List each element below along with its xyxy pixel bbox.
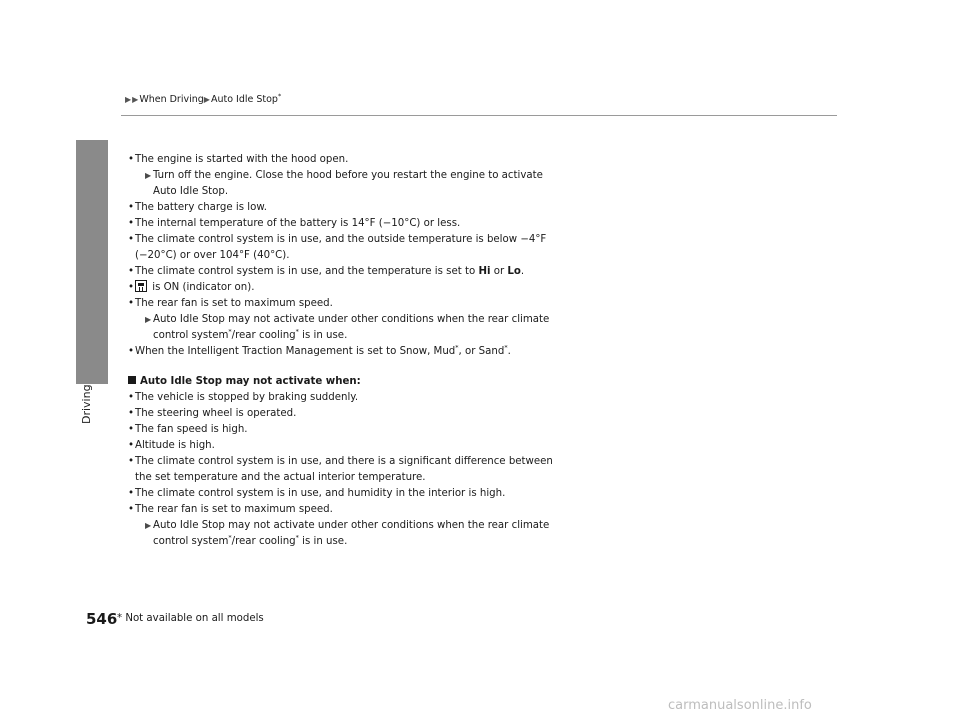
arrow-icon: ▶ xyxy=(145,315,152,324)
section-heading: Auto Idle Stop may not activate when: xyxy=(128,374,568,390)
list-item: • The climate control system is in use, and there is a significant difference between xyxy=(128,456,553,467)
list-item: • The rear fan is set to maximum speed. xyxy=(128,504,333,515)
footnote: * Not available on all models xyxy=(117,613,264,624)
list-item: • The climate control system is in use, and humidity in the interior is high. xyxy=(128,488,506,499)
sub-item: ▶ Auto Idle Stop may not activate under other conditions when the rear climate xyxy=(135,518,575,534)
list-item: • The climate control system is in use, and the outside temperature is below −4°F xyxy=(128,234,547,245)
continuation: control system*/rear cooling* is in use. xyxy=(153,533,348,547)
breadcrumb-arrow-icon: ▶ xyxy=(132,95,139,104)
continuation: control system*/rear cooling* is in use. xyxy=(153,327,348,341)
sub-item: ▶ Auto Idle Stop may not activate under other conditions when the rear climate xyxy=(135,312,575,328)
footnote-mark: * xyxy=(277,91,282,100)
side-tab-label: Driving xyxy=(80,384,93,424)
arrow-icon: ▶ xyxy=(145,521,152,530)
arrow-icon: ▶ xyxy=(145,171,152,180)
main-content xyxy=(128,152,575,550)
continuation: (−20°C) or over 104°F (40°C). xyxy=(135,250,290,261)
list-item: • is ON (indicator on). xyxy=(128,282,255,293)
continuation: the set temperature and the actual interior temperature. xyxy=(135,472,426,483)
section-square-icon xyxy=(128,376,136,384)
setting-lo: Lo xyxy=(507,266,521,277)
list-item: • The engine is started with the hood open. xyxy=(135,152,575,168)
list-item: • When the Intelligent Traction Management is set to Snow, Mud*, or Sand*. xyxy=(128,343,511,357)
list-item: • Altitude is high. xyxy=(128,440,215,451)
watermark: carmanualsonline.info xyxy=(668,698,812,713)
list-item: • The battery charge is low. xyxy=(128,202,267,213)
list-item: • The internal temperature of the battery is 14°F (−10°C) or less. xyxy=(128,218,461,229)
setting-hi: Hi xyxy=(478,266,491,277)
list-item: • The steering wheel is operated. xyxy=(128,408,297,419)
continuation: Auto Idle Stop. xyxy=(153,186,229,197)
page-number: 546 xyxy=(86,610,118,628)
bullet: • xyxy=(128,154,135,165)
breadcrumb xyxy=(125,91,282,105)
list-item: • The climate control system is in use, and the temperature is set to Hi or Lo. xyxy=(128,266,525,277)
breadcrumb-when-driving[interactable]: When Driving xyxy=(139,94,204,105)
sub-item: ▶ Turn off the engine. Close the hood before you restart the engine to activate xyxy=(135,168,575,184)
header-rule xyxy=(121,115,837,116)
breadcrumb-auto-idle-stop[interactable]: Auto Idle Stop xyxy=(210,94,278,105)
list-item: • The fan speed is high. xyxy=(128,424,248,435)
front-defrost-icon xyxy=(135,280,147,292)
list-item: • The vehicle is stopped by braking suddenly. xyxy=(128,392,359,403)
list-item: • The rear fan is set to maximum speed. xyxy=(128,298,333,309)
side-tab xyxy=(76,140,108,384)
breadcrumb-arrow-icon: ▶ xyxy=(203,95,210,104)
breadcrumb-arrow-icon: ▶ xyxy=(125,95,132,104)
